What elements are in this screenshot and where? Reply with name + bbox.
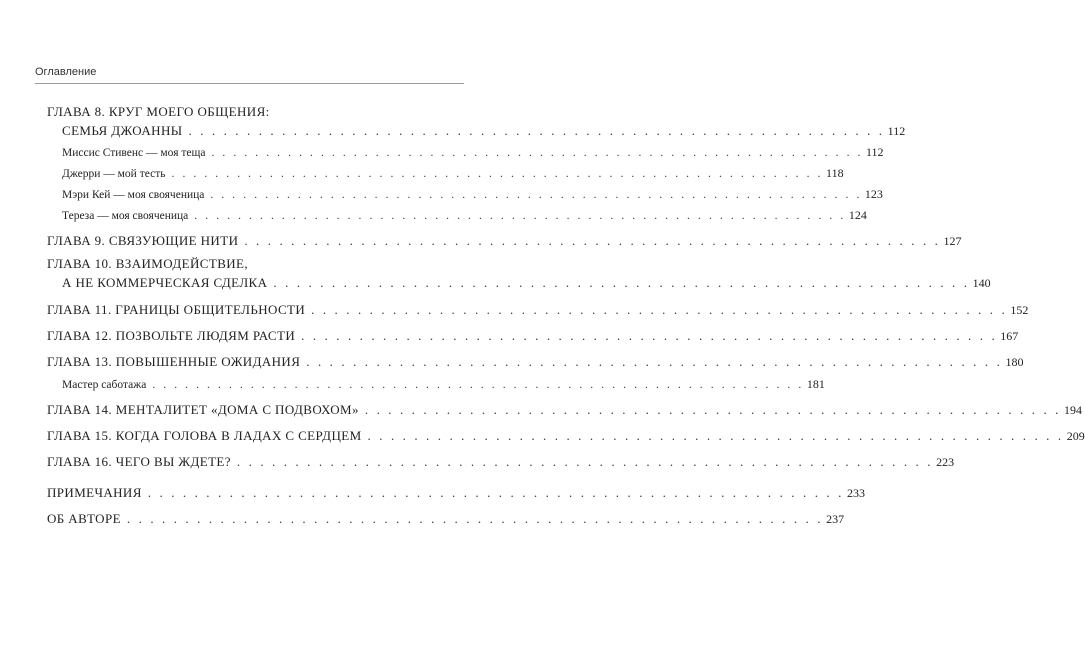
- toc-entry-title: Мастер саботажа: [62, 379, 147, 391]
- toc-entry-title: ОБ АВТОРЕ: [47, 511, 121, 526]
- dot-leader: . . . . . . . . . . . . . . . . . . . . . . . . . . . . . . . . . . . . . . . . . . . . . . . . . . . . . . . . . . . .: [147, 485, 844, 500]
- dot-leader: . . . . . . . . . . . . . . . . . . . . . . . . . . . . . . . . . . . . . . . . . . . . . . . . . . . . . . . . . . . .: [236, 454, 934, 469]
- toc-entry-title: ГЛАВА 10. ВЗАИМОДЕЙСТВИЕ,: [47, 256, 249, 271]
- toc-page-number: 167: [1000, 329, 1019, 343]
- toc-entry-title: ГЛАВА 12. ПОЗВОЛЬТЕ ЛЮДЯМ РАСТИ: [47, 328, 296, 343]
- toc-subentry: [62, 377, 825, 392]
- toc-entry-title: СЕМЬЯ ДЖОАННЫ: [62, 123, 183, 138]
- toc-entry-title: ГЛАВА 14. МЕНТАЛИТЕТ «ДОМА С ПОДВОХОМ»: [47, 402, 359, 417]
- toc-chapter-entry: [47, 104, 456, 120]
- dot-leader: . . . . . . . . . . . . . . . . . . . . . . . . . . . . . . . . . . . . . . . . . . . . . . . . . . . . . . . . . . . .: [306, 354, 1003, 369]
- toc-chapter-entry: [47, 256, 456, 272]
- toc-subentry: [62, 145, 884, 160]
- dot-leader: . . . . . . . . . . . . . . . . . . . . . . . . . . . . . . . . . . . . . . . . . . . . . . . . . . . . . . . . . . . .: [152, 379, 804, 391]
- toc-page-number: 140: [972, 276, 991, 290]
- toc-page-number: 112: [887, 124, 906, 138]
- toc-subentry: [62, 187, 883, 202]
- toc-entry-title: ГЛАВА 13. ПОВЫШЕННЫЕ ОЖИДАНИЯ: [47, 354, 301, 369]
- toc-page-number: 237: [826, 512, 845, 526]
- dot-leader: . . . . . . . . . . . . . . . . . . . . . . . . . . . . . . . . . . . . . . . . . . . . . . . . . . . . . . . . . . . .: [364, 402, 1062, 417]
- dot-leader: . . . . . . . . . . . . . . . . . . . . . . . . . . . . . . . . . . . . . . . . . . . . . . . . . . . . . . . . . . . .: [244, 233, 941, 248]
- toc-page-number: 223: [936, 455, 955, 469]
- toc-chapter-entry: [47, 328, 1019, 344]
- toc-chapter-entry: [47, 302, 1029, 318]
- toc-chapter-entry: [62, 123, 906, 139]
- toc-page-number: 124: [848, 208, 867, 222]
- toc-page-number: 112: [866, 145, 884, 159]
- toc-subentry: [62, 208, 867, 223]
- toc-entry-title: ГЛАВА 11. ГРАНИЦЫ ОБЩИТЕЛЬНОСТИ: [47, 302, 306, 317]
- toc-chapter-entry: [47, 233, 962, 249]
- toc-entry-title: ГЛАВА 9. СВЯЗУЮЩИЕ НИТИ: [47, 233, 239, 248]
- dot-leader: . . . . . . . . . . . . . . . . . . . . . . . . . . . . . . . . . . . . . . . . . . . . . . . . . . . . . . . . . . . .: [273, 275, 970, 290]
- toc-chapter-entry: [47, 511, 845, 527]
- toc-subentry: [62, 166, 844, 181]
- dot-leader: . . . . . . . . . . . . . . . . . . . . . . . . . . . . . . . . . . . . . . . . . . . . . . . . . . . . . . . . . . . .: [367, 428, 1064, 443]
- toc-page-number: 152: [1010, 303, 1029, 317]
- toc-page-number: 194: [1064, 403, 1083, 417]
- running-header: Оглавление: [35, 66, 97, 78]
- toc-entry-title: ПРИМЕЧАНИЯ: [47, 485, 142, 500]
- dot-leader: . . . . . . . . . . . . . . . . . . . . . . . . . . . . . . . . . . . . . . . . . . . . . . . . . . . . . . . . . . . .: [210, 189, 862, 201]
- toc-page-number: 127: [943, 234, 962, 248]
- toc-chapter-entry: [47, 454, 955, 470]
- dot-leader: . . . . . . . . . . . . . . . . . . . . . . . . . . . . . . . . . . . . . . . . . . . . . . . . . . . . . . . . . . . .: [194, 210, 846, 222]
- toc-entry-title: ГЛАВА 16. ЧЕГО ВЫ ЖДЕТЕ?: [47, 454, 231, 469]
- toc-chapter-entry: [47, 354, 1024, 370]
- dot-leader: . . . . . . . . . . . . . . . . . . . . . . . . . . . . . . . . . . . . . . . . . . . . . . . . . . . . . . . . . . . .: [188, 123, 885, 138]
- toc-entry-title: А НЕ КОММЕРЧЕСКАЯ СДЕЛКА: [62, 275, 268, 290]
- toc-entry-title: Мэри Кей — моя свояченица: [62, 189, 205, 201]
- toc-page-number: 123: [864, 187, 883, 201]
- toc-page-number: 118: [826, 166, 844, 180]
- toc-entry-title: Миссис Стивенс — моя теща: [62, 147, 206, 159]
- dot-leader: . . . . . . . . . . . . . . . . . . . . . . . . . . . . . . . . . . . . . . . . . . . . . . . . . . . . . . . . . . . .: [301, 328, 998, 343]
- toc-entry-title: Джерри — мой тесть: [62, 168, 166, 180]
- toc-chapter-entry: [47, 428, 1085, 444]
- toc-page-number: 181: [806, 377, 825, 391]
- toc-page-number: 233: [846, 486, 865, 500]
- dot-leader: . . . . . . . . . . . . . . . . . . . . . . . . . . . . . . . . . . . . . . . . . . . . . . . . . . . . . . . . . . . .: [171, 168, 824, 180]
- dot-leader: . . . . . . . . . . . . . . . . . . . . . . . . . . . . . . . . . . . . . . . . . . . . . . . . . . . . . . . . . . . .: [211, 147, 863, 159]
- toc-entry-title: ГЛАВА 15. КОГДА ГОЛОВА В ЛАДАХ С СЕРДЦЕМ: [47, 428, 362, 443]
- toc-page-number: 209: [1066, 429, 1085, 443]
- toc-chapter-entry: [62, 275, 991, 291]
- toc-chapter-entry: [47, 402, 1083, 418]
- dot-leader: . . . . . . . . . . . . . . . . . . . . . . . . . . . . . . . . . . . . . . . . . . . . . . . . . . . . . . . . . . . .: [311, 302, 1008, 317]
- toc-entry-title: ГЛАВА 8. КРУГ МОЕГО ОБЩЕНИЯ:: [47, 104, 270, 119]
- dot-leader: . . . . . . . . . . . . . . . . . . . . . . . . . . . . . . . . . . . . . . . . . . . . . . . . . . . . . . . . . . . .: [126, 511, 824, 526]
- toc-chapter-entry: [47, 485, 865, 501]
- toc-page-number: 180: [1005, 355, 1024, 369]
- toc-entry-title: Тереза — моя свояченица: [62, 210, 189, 222]
